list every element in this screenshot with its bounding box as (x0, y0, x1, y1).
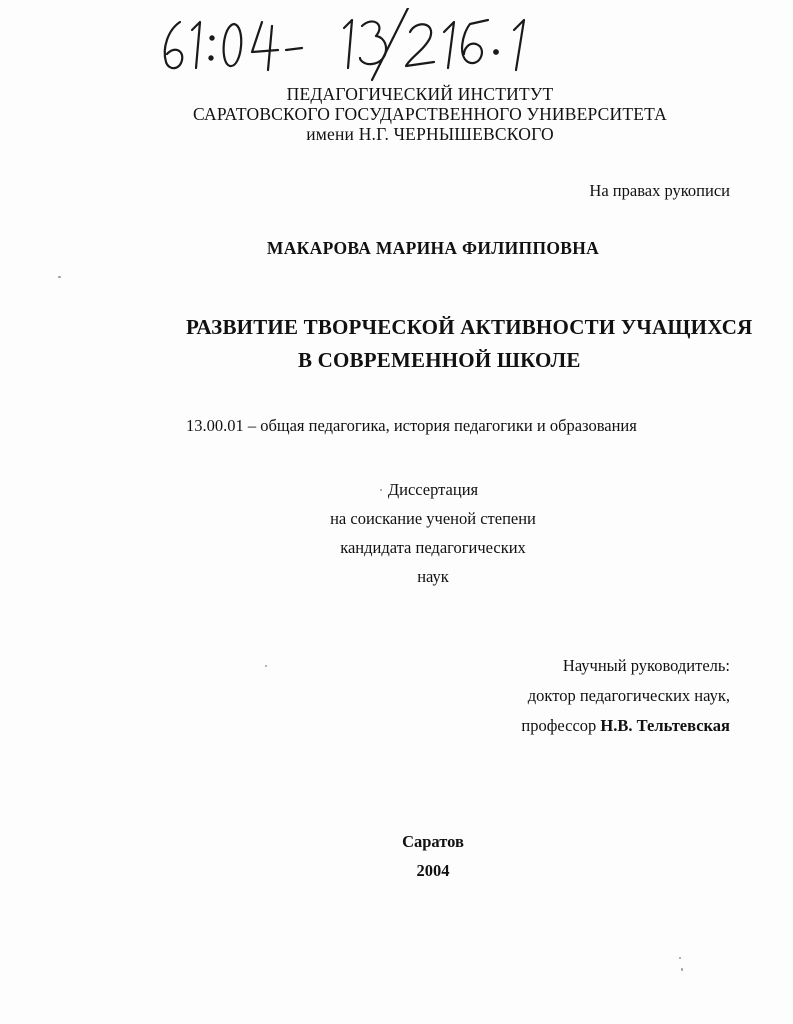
handwritten-archive-code (158, 8, 578, 82)
scan-speck (679, 957, 681, 959)
dissertation-title-line-2: В СОВРЕМЕННОЙ ШКОЛЕ (298, 348, 581, 372)
scan-speck (681, 968, 683, 971)
year: 2004 (416, 861, 450, 880)
supervisor-name: Н.В. Тельтевская (600, 716, 730, 735)
scan-speck (58, 276, 61, 278)
supervisor-label: Научный руководитель: (562, 656, 730, 675)
scan-speck (265, 665, 267, 667)
handwritten-archive-code-drawing (158, 8, 578, 82)
dissertation-type-line-3: кандидата педагогических (340, 538, 526, 557)
city: Саратов (402, 832, 464, 851)
supervisor-rank: профессор (521, 716, 597, 735)
dissertation-type-line-4: наук (417, 567, 449, 586)
institution-line-2: САРАТОВСКОГО ГОСУДАРСТВЕННОГО УНИВЕРСИТЕТА (192, 104, 667, 124)
scan-speck (380, 489, 382, 491)
specialty-code: 13.00.01 – общая педагогика, история педагогики и образования (186, 416, 637, 435)
dissertation-type-line-2: на соискание ученой степени (330, 509, 536, 528)
dissertation-title-line-1: РАЗВИТИЕ ТВОРЧЕСКОЙ АКТИВНОСТИ УЧАЩИХСЯ (186, 315, 753, 339)
institution-line-1: ПЕДАГОГИЧЕСКИЙ ИНСТИТУТ (286, 84, 554, 104)
supervisor-title (521, 716, 730, 736)
author-name: МАКАРОВА МАРИНА ФИЛИППОВНА (266, 238, 600, 258)
supervisor-degree: доктор педагогических наук, (527, 686, 730, 705)
dissertation-type-line-1: Диссертация (387, 480, 479, 499)
institution-line-3: имени Н.Г. ЧЕРНЫШЕВСКОГО (306, 124, 554, 144)
manuscript-rights-note: На правах рукописи (589, 181, 730, 200)
